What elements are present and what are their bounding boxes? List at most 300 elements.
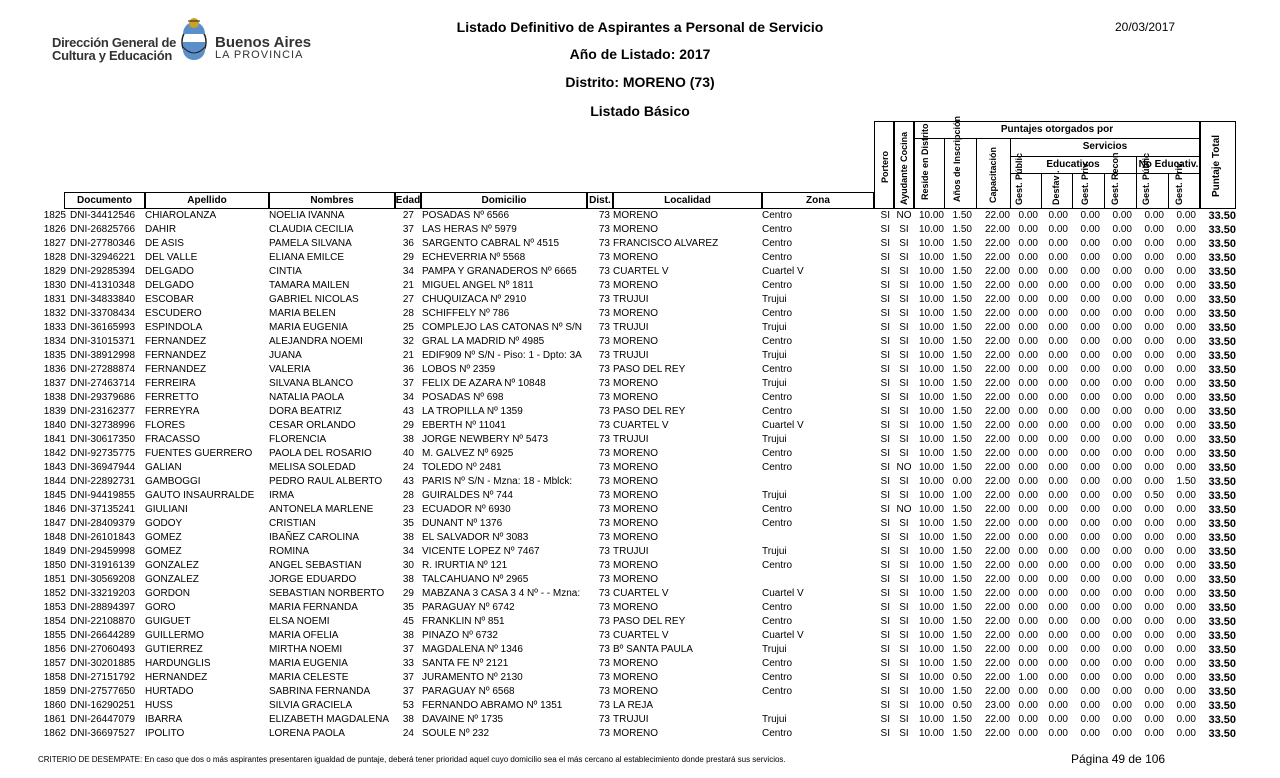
nombres-cell: FLORENCIA — [269, 434, 327, 445]
zona-cell: Trujui — [762, 714, 787, 725]
desfav-cell: 0.00 — [1048, 378, 1068, 389]
anos-cell: 1.50 — [952, 448, 972, 459]
ayudante-cell: SI — [899, 294, 909, 305]
row-number: 1837 — [43, 378, 66, 389]
gest-public-cell: 0.00 — [1018, 238, 1038, 249]
portero-cell: SI — [880, 630, 890, 641]
gest-public-2-cell: 0.00 — [1144, 420, 1164, 431]
nombres-cell: NOELIA IVANNA — [269, 210, 345, 221]
gest-public-cell: 0.00 — [1018, 252, 1038, 263]
localidad-cell: MORENO — [613, 560, 658, 571]
documento-cell: DNI-29285394 — [70, 266, 136, 277]
edad-cell: 34 — [402, 546, 414, 557]
zona-cell: Centro — [762, 238, 793, 249]
gest-public-2-cell: 0.00 — [1144, 406, 1164, 417]
gest-priv-cell: 0.00 — [1080, 322, 1100, 333]
gest-recon-cell: 0.00 — [1112, 336, 1132, 347]
anos-cell: 1.50 — [952, 322, 972, 333]
nombres-cell: MARIA OFELIA — [269, 630, 339, 641]
table-row — [0, 209, 1280, 223]
apellido-cell: FERNANDEZ — [145, 336, 207, 347]
gest-priv-2-cell: 1.50 — [1176, 476, 1196, 487]
gest-public-cell: 0.00 — [1018, 224, 1038, 235]
dist-cell: 73 — [598, 210, 610, 221]
documento-cell: DNI-94419855 — [70, 490, 136, 501]
dist-cell: 73 — [598, 266, 610, 277]
edad-cell: 29 — [402, 420, 414, 431]
gest-recon-cell: 0.00 — [1112, 728, 1132, 739]
desfav-cell: 0.00 — [1048, 490, 1068, 501]
ayudante-cell: SI — [899, 308, 909, 319]
gest-public-cell: 0.00 — [1018, 294, 1038, 305]
row-number: 1861 — [43, 714, 66, 725]
localidad-cell: MORENO — [613, 378, 658, 389]
portero-cell: SI — [880, 266, 890, 277]
gest-recon-cell: 0.00 — [1112, 406, 1132, 417]
gest-recon-cell: 0.00 — [1112, 658, 1132, 669]
portero-cell: SI — [880, 686, 890, 697]
page-title: Listado Definitivo de Aspirantes a Personal de Servicio — [456, 19, 824, 35]
gest-public-cell: 0.00 — [1018, 602, 1038, 613]
zona-cell: Cuartel V — [762, 266, 804, 277]
gest-public-2-cell: 0.00 — [1144, 336, 1164, 347]
gest-recon-cell: 0.00 — [1112, 308, 1132, 319]
zona-cell: Centro — [762, 280, 793, 291]
domicilio-cell: CHUQUIZACA Nº 2910 — [422, 294, 527, 305]
apellido-cell: IBARRA — [145, 714, 183, 725]
dist-cell: 73 — [598, 630, 610, 641]
row-number: 1858 — [43, 672, 66, 683]
localidad-cell: MORENO — [613, 476, 658, 487]
gest-public-cell: 0.00 — [1018, 406, 1038, 417]
anos-cell: 1.50 — [952, 714, 972, 725]
row-number: 1825 — [43, 210, 66, 221]
anos-cell: 1.50 — [952, 728, 972, 739]
portero-cell: SI — [880, 434, 890, 445]
localidad-cell: MORENO — [613, 532, 658, 543]
edad-cell: 36 — [402, 364, 414, 375]
capacitacion-cell: 22.00 — [984, 476, 1010, 487]
reside-cell: 10.00 — [918, 546, 944, 557]
documento-cell: DNI-41310348 — [70, 280, 136, 291]
reside-cell: 10.00 — [918, 504, 944, 515]
reside-cell: 10.00 — [918, 658, 944, 669]
portero-cell: SI — [880, 322, 890, 333]
reside-cell: 10.00 — [918, 252, 944, 263]
documento-cell: DNI-30617350 — [70, 434, 136, 445]
nombres-cell: CLAUDIA CECILIA — [269, 224, 354, 235]
anos-cell: 0.50 — [952, 700, 972, 711]
domicilio-cell: LOBOS Nº 2359 — [422, 364, 496, 375]
row-number: 1844 — [43, 476, 66, 487]
desfav-cell: 0.00 — [1048, 560, 1068, 571]
gest-public-cell: 0.00 — [1018, 504, 1038, 515]
domicilio-cell: PINAZO Nº 6732 — [422, 630, 498, 641]
table-row — [0, 643, 1280, 657]
ayudante-cell: SI — [899, 378, 909, 389]
edad-cell: 21 — [402, 350, 414, 361]
gest-priv-cell: 0.00 — [1080, 364, 1100, 375]
portero-cell: SI — [880, 308, 890, 319]
portero-cell: SI — [880, 532, 890, 543]
table-row — [0, 503, 1280, 517]
nombres-cell: ELIANA EMILCE — [269, 252, 345, 263]
gest-public-cell: 0.00 — [1018, 560, 1038, 571]
no-educativ-header: No Educativ. — [1138, 159, 1199, 170]
apellido-cell: FERREYRA — [145, 406, 200, 417]
edad-cell: 24 — [402, 728, 414, 739]
reside-cell: 10.00 — [918, 406, 944, 417]
desfav-cell: 0.00 — [1048, 630, 1068, 641]
portero-cell: SI — [880, 518, 890, 529]
capacitacion-cell: 22.00 — [984, 644, 1010, 655]
edad-cell: 23 — [402, 504, 414, 515]
localidad-cell: MORENO — [613, 336, 658, 347]
gest-recon-cell: 0.00 — [1112, 448, 1132, 459]
table-row — [0, 629, 1280, 643]
total-cell: 33.50 — [1208, 518, 1236, 530]
edad-cell: 38 — [402, 434, 414, 445]
edad-cell: 27 — [402, 210, 414, 221]
district-title: Distrito: MORENO (73) — [565, 74, 715, 90]
table-row — [0, 685, 1280, 699]
portero-cell: SI — [880, 546, 890, 557]
gest-public-cell: 0.00 — [1018, 336, 1038, 347]
edad-cell: 24 — [402, 462, 414, 473]
gest-public-2-cell: 0.00 — [1144, 434, 1164, 445]
total-cell: 33.50 — [1208, 658, 1236, 670]
zona-cell: Trujui — [762, 294, 787, 305]
row-number: 1855 — [43, 630, 66, 641]
gest-priv-2-cell: 0.00 — [1176, 252, 1196, 263]
portero-cell: SI — [880, 392, 890, 403]
total-cell: 33.50 — [1208, 644, 1236, 656]
ayudante-cell: SI — [899, 266, 909, 277]
domicilio-cell: MIGUEL ANGEL Nº 1811 — [422, 280, 534, 291]
capacitacion-cell: 22.00 — [984, 322, 1010, 333]
gest-public-2-cell: 0.00 — [1144, 280, 1164, 291]
desfav-cell: 0.00 — [1048, 238, 1068, 249]
total-cell: 33.50 — [1208, 210, 1236, 222]
capacitacion-cell: 22.00 — [984, 518, 1010, 529]
localidad-cell: MORENO — [613, 280, 658, 291]
table-row — [0, 237, 1280, 251]
gest-public-2-cell: 0.00 — [1144, 266, 1164, 277]
total-cell: 33.50 — [1208, 420, 1236, 432]
gest-recon-cell: 0.00 — [1112, 518, 1132, 529]
apellido-cell: GIULIANI — [145, 504, 188, 515]
domicilio-cell: ECUADOR Nº 6930 — [422, 504, 511, 515]
dist-cell: 73 — [598, 728, 610, 739]
ayudante-cell: SI — [899, 700, 909, 711]
documento-cell: DNI-26447079 — [70, 714, 136, 725]
localidad-cell: TRUJUI — [613, 322, 649, 333]
anos-cell: 1.50 — [952, 406, 972, 417]
gest-recon-cell: 0.00 — [1112, 462, 1132, 473]
gest-recon-cell: 0.00 — [1112, 546, 1132, 557]
zona-cell: Trujui — [762, 490, 787, 501]
dist-cell: 73 — [598, 560, 610, 571]
zona-cell: Centro — [762, 504, 793, 515]
table-row — [0, 307, 1280, 321]
domicilio-cell: LA TROPILLA Nº 1359 — [422, 406, 523, 417]
gest-public-2-cell: 0.00 — [1144, 238, 1164, 249]
table-row — [0, 489, 1280, 503]
ayudante-cell: SI — [899, 392, 909, 403]
reside-cell: 10.00 — [918, 322, 944, 333]
reside-cell: 10.00 — [918, 294, 944, 305]
desfav-cell: 0.00 — [1048, 602, 1068, 613]
gest-public-2-cell: 0.00 — [1144, 546, 1164, 557]
apellido-cell: FRACASSO — [145, 434, 201, 445]
reside-cell: 10.00 — [918, 378, 944, 389]
row-number: 1834 — [43, 336, 66, 347]
gest-priv-2-cell: 0.00 — [1176, 462, 1196, 473]
desfav-cell: 0.00 — [1048, 504, 1068, 515]
gest-public-cell: 0.00 — [1018, 448, 1038, 459]
documento-cell: DNI-31015371 — [70, 336, 136, 347]
gest-recon-cell: 0.00 — [1112, 378, 1132, 389]
gest-recon-cell: 0.00 — [1112, 574, 1132, 585]
gest-recon-cell: 0.00 — [1112, 630, 1132, 641]
total-cell: 33.50 — [1208, 280, 1236, 292]
localidad-cell: MORENO — [613, 308, 658, 319]
ayudante-cell: SI — [899, 406, 909, 417]
domicilio-cell: LAS HERAS Nº 5979 — [422, 224, 517, 235]
zona-cell: Centro — [762, 364, 793, 375]
total-cell: 33.50 — [1208, 630, 1236, 642]
reside-cell: 10.00 — [918, 602, 944, 613]
zona-cell: Centro — [762, 210, 793, 221]
apellido-cell: ESCOBAR — [145, 294, 194, 305]
zona-cell: Trujui — [762, 434, 787, 445]
gest-recon-cell: 0.00 — [1112, 364, 1132, 375]
row-number: 1845 — [43, 490, 66, 501]
anos-cell: 1.50 — [952, 574, 972, 585]
gest-priv-cell: 0.00 — [1080, 504, 1100, 515]
ayudante-cell: NO — [896, 504, 912, 515]
portero-cell: SI — [880, 588, 890, 599]
domicilio-cell: SOULE Nº 232 — [422, 728, 490, 739]
gest-priv-2-cell: 0.00 — [1176, 364, 1196, 375]
total-cell: 33.50 — [1208, 224, 1236, 236]
nombres-cell: CESAR ORLANDO — [269, 420, 356, 431]
capacitacion-cell: 22.00 — [984, 350, 1010, 361]
gest-public-cell: 0.00 — [1018, 518, 1038, 529]
portero-cell: SI — [880, 350, 890, 361]
row-number: 1859 — [43, 686, 66, 697]
desfav-cell: 0.00 — [1048, 280, 1068, 291]
ayudante-cell: SI — [899, 630, 909, 641]
capacitacion-cell: 22.00 — [984, 308, 1010, 319]
reside-cell: 10.00 — [918, 462, 944, 473]
total-cell: 33.50 — [1208, 616, 1236, 628]
gest-public-2-cell: 0.00 — [1144, 714, 1164, 725]
gest-priv-2-cell: 0.00 — [1176, 350, 1196, 361]
gest-priv-2-cell: 0.00 — [1176, 280, 1196, 291]
capacitacion-cell: 22.00 — [984, 210, 1010, 221]
gest-priv-2-cell: 0.00 — [1176, 420, 1196, 431]
capacitacion-cell: 22.00 — [984, 686, 1010, 697]
portero-cell: SI — [880, 406, 890, 417]
domicilio-cell: TALCAHUANO Nº 2965 — [422, 574, 529, 585]
capacitacion-cell: 22.00 — [984, 252, 1010, 263]
gest-priv-2-cell: 0.00 — [1176, 490, 1196, 501]
domicilio-cell: EL SALVADOR Nº 3083 — [422, 532, 529, 543]
gest-priv-cell: 0.00 — [1080, 378, 1100, 389]
servicios-header: Servicios — [1082, 141, 1128, 152]
zona-cell: Centro — [762, 686, 793, 697]
total-cell: 33.50 — [1208, 476, 1236, 488]
gest-recon-cell: 0.00 — [1112, 644, 1132, 655]
dist-cell: 73 — [598, 364, 610, 375]
table-row — [0, 587, 1280, 601]
edad-cell: 25 — [402, 322, 414, 333]
gest-public-cell: 0.00 — [1018, 728, 1038, 739]
dist-cell: 73 — [598, 406, 610, 417]
nombres-cell: PEDRO RAUL ALBERTO — [269, 476, 383, 487]
desfav-cell: 0.00 — [1048, 406, 1068, 417]
gest-priv-2-cell: 0.00 — [1176, 700, 1196, 711]
row-number: 1835 — [43, 350, 66, 361]
dist-cell: 73 — [598, 504, 610, 515]
edad-cell: 32 — [402, 336, 414, 347]
total-cell: 33.50 — [1208, 322, 1236, 334]
ayudante-cell: SI — [899, 252, 909, 263]
gest-public-2-cell: 0.00 — [1144, 700, 1164, 711]
edad-cell: 37 — [402, 224, 414, 235]
row-number: 1846 — [43, 504, 66, 515]
col-header-reside: Reside en Distrito — [920, 123, 930, 200]
dist-cell: 73 — [598, 518, 610, 529]
domicilio-cell: DUNANT Nº 1376 — [422, 518, 503, 529]
apellido-cell: GODOY — [145, 518, 183, 529]
col-header-documento: Documento — [64, 192, 145, 209]
nombres-cell: PAMELA SILVANA — [269, 238, 352, 249]
apellido-cell: DELGADO — [145, 266, 194, 277]
ayudante-cell: NO — [896, 462, 912, 473]
table-row — [0, 391, 1280, 405]
desfav-cell: 0.00 — [1048, 392, 1068, 403]
gest-public-cell: 0.00 — [1018, 322, 1038, 333]
dist-cell: 73 — [598, 616, 610, 627]
logo-line-1: Dirección General de — [52, 35, 177, 50]
table-row — [0, 279, 1280, 293]
gest-recon-cell: 0.00 — [1112, 560, 1132, 571]
brand-subtitle: LA PROVINCIA — [215, 49, 304, 61]
gest-priv-cell: 0.00 — [1080, 700, 1100, 711]
table-row — [0, 447, 1280, 461]
edad-cell: 38 — [402, 532, 414, 543]
portero-cell: SI — [880, 252, 890, 263]
reside-cell: 10.00 — [918, 630, 944, 641]
localidad-cell: TRUJUI — [613, 434, 649, 445]
gest-priv-cell: 0.00 — [1080, 462, 1100, 473]
nombres-cell: MARIA BELEN — [269, 308, 336, 319]
gest-priv-cell: 0.00 — [1080, 476, 1100, 487]
anos-cell: 1.50 — [952, 686, 972, 697]
capacitacion-cell: 22.00 — [984, 728, 1010, 739]
edad-cell: 35 — [402, 602, 414, 613]
ayudante-cell: SI — [899, 714, 909, 725]
anos-cell: 1.50 — [952, 532, 972, 543]
nombres-cell: NATALIA PAOLA — [269, 392, 345, 403]
apellido-cell: GALIAN — [145, 462, 182, 473]
table-row — [0, 349, 1280, 363]
total-cell: 33.50 — [1208, 686, 1236, 698]
total-cell: 33.50 — [1208, 588, 1236, 600]
edad-cell: 34 — [402, 266, 414, 277]
row-number: 1840 — [43, 420, 66, 431]
reside-cell: 10.00 — [918, 644, 944, 655]
ayudante-cell: SI — [899, 280, 909, 291]
row-number: 1852 — [43, 588, 66, 599]
total-cell: 33.50 — [1208, 378, 1236, 390]
apellido-cell: DEL VALLE — [145, 252, 198, 263]
table-row — [0, 405, 1280, 419]
total-cell: 33.50 — [1208, 490, 1236, 502]
edad-cell: 34 — [402, 392, 414, 403]
capacitacion-cell: 22.00 — [984, 434, 1010, 445]
gest-priv-2-cell: 0.00 — [1176, 224, 1196, 235]
gest-public-cell: 1.00 — [1018, 672, 1038, 683]
gest-priv-cell: 0.00 — [1080, 434, 1100, 445]
domicilio-cell: EBERTH Nº 11041 — [422, 420, 506, 431]
anos-cell: 1.50 — [952, 420, 972, 431]
portero-cell: SI — [880, 490, 890, 501]
row-number: 1849 — [43, 546, 66, 557]
row-number: 1848 — [43, 532, 66, 543]
col-header-localidad: Localidad — [613, 192, 762, 209]
anos-cell: 1.50 — [952, 434, 972, 445]
desfav-cell: 0.00 — [1048, 210, 1068, 221]
dist-cell: 73 — [598, 448, 610, 459]
brand-name: Buenos Aires — [215, 34, 312, 51]
zona-cell: Centro — [762, 602, 793, 613]
localidad-cell: Bº SANTA PAULA — [613, 644, 693, 655]
total-cell: 33.50 — [1208, 364, 1236, 376]
localidad-cell: LA REJA — [613, 700, 654, 711]
ayudante-cell: SI — [899, 336, 909, 347]
apellido-cell: DE ASIS — [145, 238, 184, 249]
localidad-cell: MORENO — [613, 504, 658, 515]
documento-cell: DNI-28894397 — [70, 602, 136, 613]
row-number: 1826 — [43, 224, 66, 235]
gest-priv-2-cell: 0.00 — [1176, 210, 1196, 221]
localidad-cell: FRANCISCO ALVAREZ — [613, 238, 719, 249]
ayudante-cell: SI — [899, 672, 909, 683]
edad-cell: 28 — [402, 308, 414, 319]
edad-cell: 30 — [402, 560, 414, 571]
edad-cell: 27 — [402, 294, 414, 305]
gest-priv-cell: 0.00 — [1080, 238, 1100, 249]
desfav-cell: 0.00 — [1048, 658, 1068, 669]
total-cell: 33.50 — [1208, 728, 1236, 740]
gest-recon-cell: 0.00 — [1112, 532, 1132, 543]
reside-cell: 10.00 — [918, 532, 944, 543]
localidad-cell: CUARTEL V — [613, 420, 669, 431]
desfav-cell: 0.00 — [1048, 350, 1068, 361]
anos-cell: 1.50 — [952, 560, 972, 571]
ayudante-cell: SI — [899, 420, 909, 431]
ayudante-cell: SI — [899, 658, 909, 669]
desfav-cell: 0.00 — [1048, 322, 1068, 333]
localidad-cell: MORENO — [613, 210, 658, 221]
table-row — [0, 657, 1280, 671]
row-number: 1832 — [43, 308, 66, 319]
col-header-anos: Años de Inscripción — [952, 115, 962, 202]
zona-cell: Trujui — [762, 350, 787, 361]
